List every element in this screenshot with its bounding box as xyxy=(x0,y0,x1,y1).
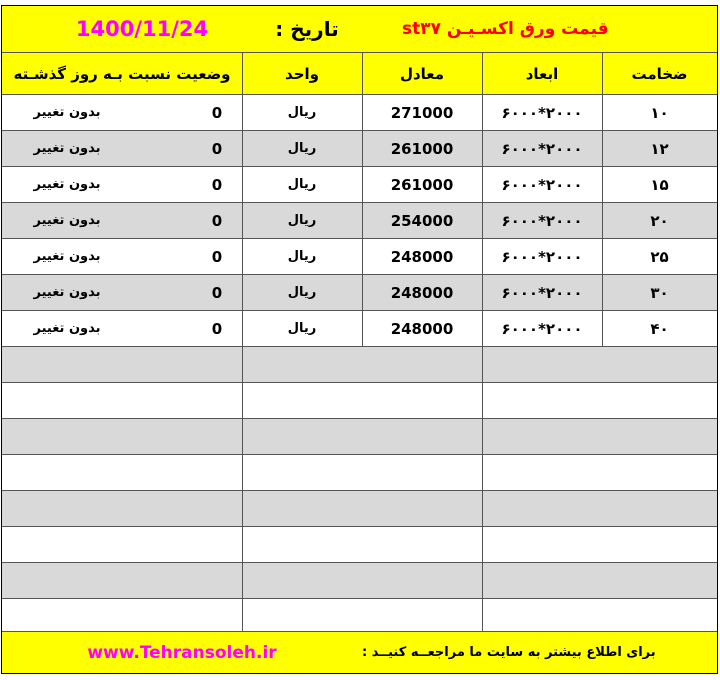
empty-row xyxy=(2,563,717,599)
status-text: بدون تغییر xyxy=(33,141,101,156)
unit-cell: ریال xyxy=(287,213,317,228)
change-value: 0 xyxy=(211,283,223,302)
thickness-cell: ۱۰ xyxy=(650,103,669,122)
change-value: 0 xyxy=(211,319,223,338)
change-value: 0 xyxy=(211,211,223,230)
table-row xyxy=(2,311,717,347)
dimensions-cell: ۶۰۰۰*۲۰۰۰ xyxy=(501,319,583,338)
table-row xyxy=(2,167,717,203)
thickness-cell: ۲۵ xyxy=(650,247,669,266)
status-text: بدون تغییر xyxy=(33,285,101,300)
table-row xyxy=(2,131,717,167)
table-row xyxy=(2,95,717,131)
equivalent-cell: 248000 xyxy=(390,283,454,302)
header-dimensions: ابعاد xyxy=(525,64,559,83)
price-sheet xyxy=(1,5,718,674)
website-link[interactable]: www.Tehransoleh.ir xyxy=(87,642,277,663)
equivalent-cell: 261000 xyxy=(390,175,454,194)
unit-cell: ریال xyxy=(287,249,317,264)
dimensions-cell: ۶۰۰۰*۲۰۰۰ xyxy=(501,247,583,266)
change-value: 0 xyxy=(211,139,223,158)
empty-row xyxy=(2,527,717,563)
header-unit: واحد xyxy=(285,64,319,83)
empty-row xyxy=(2,383,717,419)
header-equivalent: معادل xyxy=(399,64,445,83)
unit-cell: ریال xyxy=(287,105,317,120)
unit-cell: ریال xyxy=(287,141,317,156)
thickness-cell: ۱۵ xyxy=(650,175,669,194)
header-thickness: ضخامت xyxy=(631,64,688,83)
footer-row xyxy=(2,631,717,673)
status-text: بدون تغییر xyxy=(33,249,101,264)
date-label: تاریخ : xyxy=(275,17,339,41)
dimensions-cell: ۶۰۰۰*۲۰۰۰ xyxy=(501,283,583,302)
empty-row xyxy=(2,599,717,635)
thickness-cell: ۱۲ xyxy=(650,139,669,158)
equivalent-cell: 254000 xyxy=(390,211,454,230)
dimensions-cell: ۶۰۰۰*۲۰۰۰ xyxy=(501,175,583,194)
equivalent-cell: 248000 xyxy=(390,247,454,266)
header-status: وضعیت نسبت بـه روز گذشـته xyxy=(13,64,231,83)
title-row xyxy=(2,6,717,53)
change-value: 0 xyxy=(211,103,223,122)
empty-row xyxy=(2,491,717,527)
status-text: بدون تغییر xyxy=(33,321,101,336)
footer-note: برای اطلاع بیشتر به سایت ما مراجعــه کنیــد : xyxy=(362,645,656,660)
dimensions-cell: ۶۰۰۰*۲۰۰۰ xyxy=(501,103,583,122)
empty-row xyxy=(2,347,717,383)
status-text: بدون تغییر xyxy=(33,105,101,120)
header-row xyxy=(2,53,717,95)
table-row xyxy=(2,203,717,239)
equivalent-cell: 261000 xyxy=(390,139,454,158)
unit-cell: ریال xyxy=(287,285,317,300)
table-row xyxy=(2,275,717,311)
unit-cell: ریال xyxy=(287,321,317,336)
status-text: بدون تغییر xyxy=(33,213,101,228)
thickness-cell: ۲۰ xyxy=(650,211,669,230)
dimensions-cell: ۶۰۰۰*۲۰۰۰ xyxy=(501,211,583,230)
table-row xyxy=(2,239,717,275)
change-value: 0 xyxy=(211,247,223,266)
date-value: 1400/11/24 xyxy=(75,17,209,41)
status-text: بدون تغییر xyxy=(33,177,101,192)
equivalent-cell: 271000 xyxy=(390,103,454,122)
equivalent-cell: 248000 xyxy=(390,319,454,338)
thickness-cell: ۳۰ xyxy=(650,283,669,302)
unit-cell: ریال xyxy=(287,177,317,192)
thickness-cell: ۴۰ xyxy=(650,319,669,338)
product-title: قیمت ورق اکسـیـن st۳۷ xyxy=(402,19,609,39)
dimensions-cell: ۶۰۰۰*۲۰۰۰ xyxy=(501,139,583,158)
empty-row xyxy=(2,419,717,455)
empty-row xyxy=(2,455,717,491)
change-value: 0 xyxy=(211,175,223,194)
